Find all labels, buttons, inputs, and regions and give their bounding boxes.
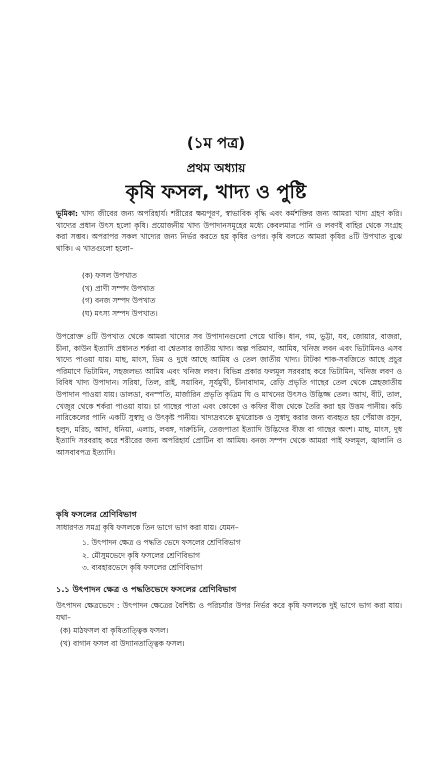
- list-item: ১. উৎপাদন ক্ষেত্র ও পদ্ধতি ভেদে ফসলের শ্রেণিবিভাগ: [82, 538, 241, 547]
- list-item: (ঘ) মৎস্য সম্পদ উপখাত।: [82, 308, 158, 318]
- list-item: (খ) প্রাণী সম্পদ উপখাত: [82, 283, 155, 293]
- classification-intro: সাধারণত সমগ্র কৃষি ফসলকে তিন ভাগে ভাগ করা যায়। যেমন–: [56, 523, 239, 532]
- list-item: (ক) ফসল উপখাত: [82, 271, 137, 280]
- part-label: (১ম পত্র): [186, 134, 246, 152]
- intro-paragraph: [56, 208, 402, 254]
- classification-heading: কৃষি ফসলের শ্রেণিবিভাগ: [56, 509, 137, 519]
- classification-list: [82, 537, 241, 575]
- crop-type-list: [60, 625, 185, 650]
- intro-lead: ভূমিকা:: [56, 209, 78, 218]
- list-item: (গ) বনজ সম্পদ উপখাত: [82, 296, 156, 305]
- section-paragraph: উৎপাদন ক্ষেত্রভেদে : উৎপাদন ক্ষেত্রের বৈশিষ্ট্য ও পরিচর্যার উপর নির্ভর করে কৃষি ফসলকে দুই ভাগে ভাগ করা যায়। যথা–: [56, 601, 402, 622]
- subsector-list: [82, 270, 158, 320]
- intro-text: খাদ্য জীবের জন্য অপরিহার্য। শরীরের ক্ষয়পূরণ, স্বাভাবিক বৃদ্ধি এবং কর্মশক্তির জন্য আমরা খাদ্য গ্রহণ করি। খাদ্যের প্রধান উৎস হলো কৃষি। প্রয়োজনীয় খাদ্য উপাদানসমূহের মধ্যে কেবলমাত্র পানি ও লবণই বাহির থেকে সংগ্রহ করা সম্ভব। অপরাপর সকল খাদ্যের জন্য নির্ভর করতে হয় কৃষির ওপর। কৃষি বলতে আমরা কৃষির ৪টি উপখাত বুঝে থাকি। এ খাতগুলো হলো–: [56, 209, 402, 253]
- chapter-label: প্রথম অধ্যায়: [186, 161, 246, 175]
- list-item: (খ) বাগান ফসল বা উদ্যানতাত্ত্বিক ফসল।: [60, 638, 185, 648]
- list-item: ২. মৌসুমভেদে কৃষি ফসলের শ্রেণিবিভাগ: [82, 550, 200, 560]
- chapter-title: কৃষি ফসল, খাদ্য ও পুষ্টি: [125, 181, 307, 203]
- section-heading: ১.১ উৎপাদন ক্ষেত্র ও পদ্ধতিভেদে ফসলের শ্রেণিবিভাগ: [56, 584, 237, 594]
- list-item: (ক) মাঠফসল বা কৃষিতাত্ত্বিক ফসল।: [60, 626, 169, 635]
- list-item: ৩. ব্যবহারভেদে কৃষি ফসলের শ্রেণিবিভাগ: [82, 563, 203, 572]
- food-sources-paragraph: উপরোক্ত ৪টি উপখাত থেকে আমরা খাদ্যের সব উপাদানগুলো পেয়ে থাকি। ধান, গম, ভুট্টা, যব, জোয়ার, বাজরা, চীনা, কাউন ইত্যাদি প্রধানত শর্করা বা শ্বেতসার জাতীয় খাদ্য। অল্প পরিমাণ, আমিষ, খনিজ লবন এবং ভিটামিনও এসব খাদ্যে পাওয়া যায়। মাছ, মাংস, ডিম ও দুধে আছে আমিষ ও তেল জাতীয় খাদ্য। টাটকা শাক-সবজিতে আছে প্রচুর পরিমাণে ভিটামিন, সহজলভ্য আমিষ এবং খনিজ লবণ। বিভিন্ন প্রকার ফলমূল সরবরাহ করে ভিটামিন, খনিজ লবণ ও বিবিধ খাদ্য উপাদান। সরিষা, তিল, রাই, সয়াবিন, সূর্যমুখী, চীনাবাদাম, রেড়ি প্রভৃতি গাছের তেল থেকে স্নেহজাতীয় উপাদান পাওয়া যায়। ডালডা, বনস্পতি, মার্জারিন প্রভৃতি কৃত্রিম ঘি ও মাখনের উৎসও উদ্ভিজ্জ তেল। আখ, বীট, তাল, খেজুর থেকে শর্করা পাওয়া যায়। চা গাছের পাতা এবং কোকো ও কফির বীজ থেকে তৈরি করা হয় উত্তম পানীয়। কচি নারিকেলের পানি একটি সুস্বাদু ও উৎকৃষ্ট পানীয়। খাদ্যদ্রব্যকে মুখরোচক ও সুস্বাদু করার জন্য ব্যবহৃত হয় পেঁয়াজ রসুন, হলুদ, মরিচ, আদা, ধনিয়া, এলাচ, লবঙ্গ, দারুচিনি, তেজপাতা ইত্যাদি উদ্ভিদের বীজ বা গাছের অংশ। মাছ, মাংস, দুধ ইত্যাদি সরবরাহ করে শরীরের জন্য অপরিহার্য প্রোটিন বা আমিষ। বনজ সম্পদ থেকে আমরা পাই ফলমূল, জ্বালানি ও আসবাবপত্র ইত্যাদি।: [56, 332, 402, 457]
